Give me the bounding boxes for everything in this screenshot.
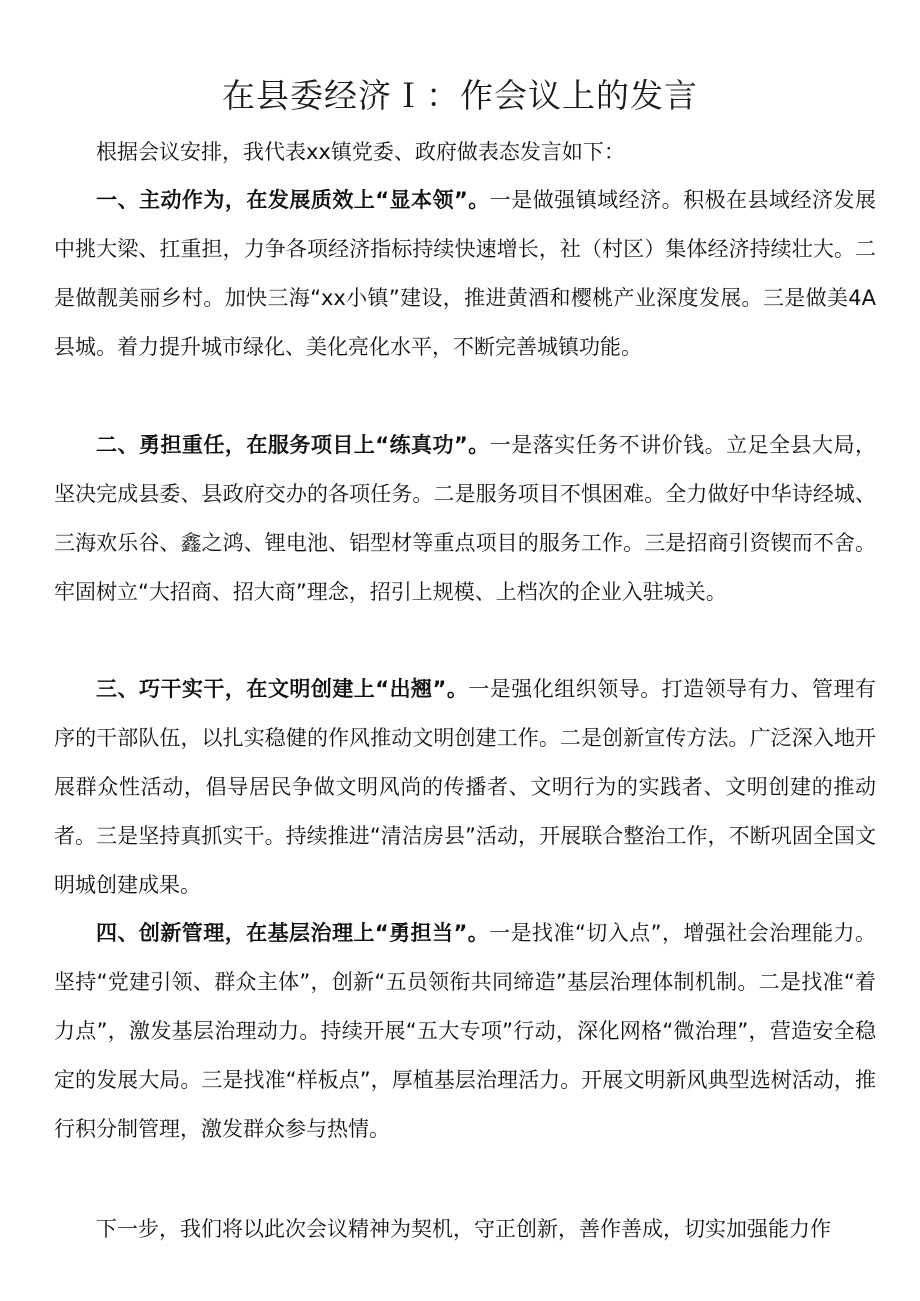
intro-paragraph: 根据会议安排，我代表xx镇党委、政府做表态发言如下： [96,140,625,164]
section-body-2: 一是落实任务不讲价钱。立足全县大局，坚决完成县委、县政府交办的各项任务。二是服务项目不惧困难。全力做好中华诗经城、三海欢乐谷、鑫之鸿、锂电池、铝型材等重点项目的服务工作。三是招商引资锲而不舍。牢固树立“大招商、招大商”理念，招引上规模、上档次的企业入驻城关。 [54,433,876,604]
section-paragraph-2 [54,421,876,617]
section-paragraph-3 [54,665,876,910]
section-body-3: 一是强化组织领导。打造领导有力、管理有序的干部队伍，以扎实稳健的作风推动文明创建工作。二是创新宣传方法。广泛深入地开展群众性活动，倡导居民争做文明风尚的传播者、文明行为的实践者、文明创建的推动者。三是坚持真抓实干。持续推进“清洁房县”活动，开展联合整治工作，不断巩固全国文明城创建成果。 [54,677,877,897]
section-heading-3: 三、巧干实干，在文明创建上“出翘”。 [96,677,469,701]
section-paragraph-1 [54,176,876,372]
section-body-1: 一是做强镇域经济。积极在县域经济发展中挑大梁、扛重担，力争各项经济指标持续快速增长，社（村区）集体经济持续壮大。二是做靓美丽乡村。加快三海“xx小镇”建设，推进黄酒和樱桃产业深度发展。三是做美4A县城。着力提升城市绿化、美化亮化水平，不断完善城镇功能。 [54,188,876,359]
section-paragraph-4 [54,909,876,1154]
section-heading-4: 四、创新管理，在基层治理上“勇担当”。 [96,921,490,945]
section-body-4: 一是找准“切入点”，增强社会治理能力。坚持“党建引领、群众主体”，创新“五员领衔共同缔造”基层治理体制机制。二是找准“着力点”，激发基层治理动力。持续开展“五大专项”行动，深化网格“微治理”，营造安全稳定的发展大局。三是找准“样板点”，厚植基层治理活力。开展文明新风典型选树活动，推行积分制管理，激发群众参与热情。 [54,921,876,1141]
closing-paragraph: 下一步，我们将以此次会议精神为契机，守正创新，善作善成，切实加强能力作 [96,1217,831,1241]
document-title: 在县委经济Ｉ：作会议上的发言 [222,76,698,115]
section-heading-2: 二、勇担重任，在服务项目上“练真功”。 [96,433,490,457]
section-heading-1: 一、主动作为，在发展质效上“显本领”。 [96,188,490,212]
